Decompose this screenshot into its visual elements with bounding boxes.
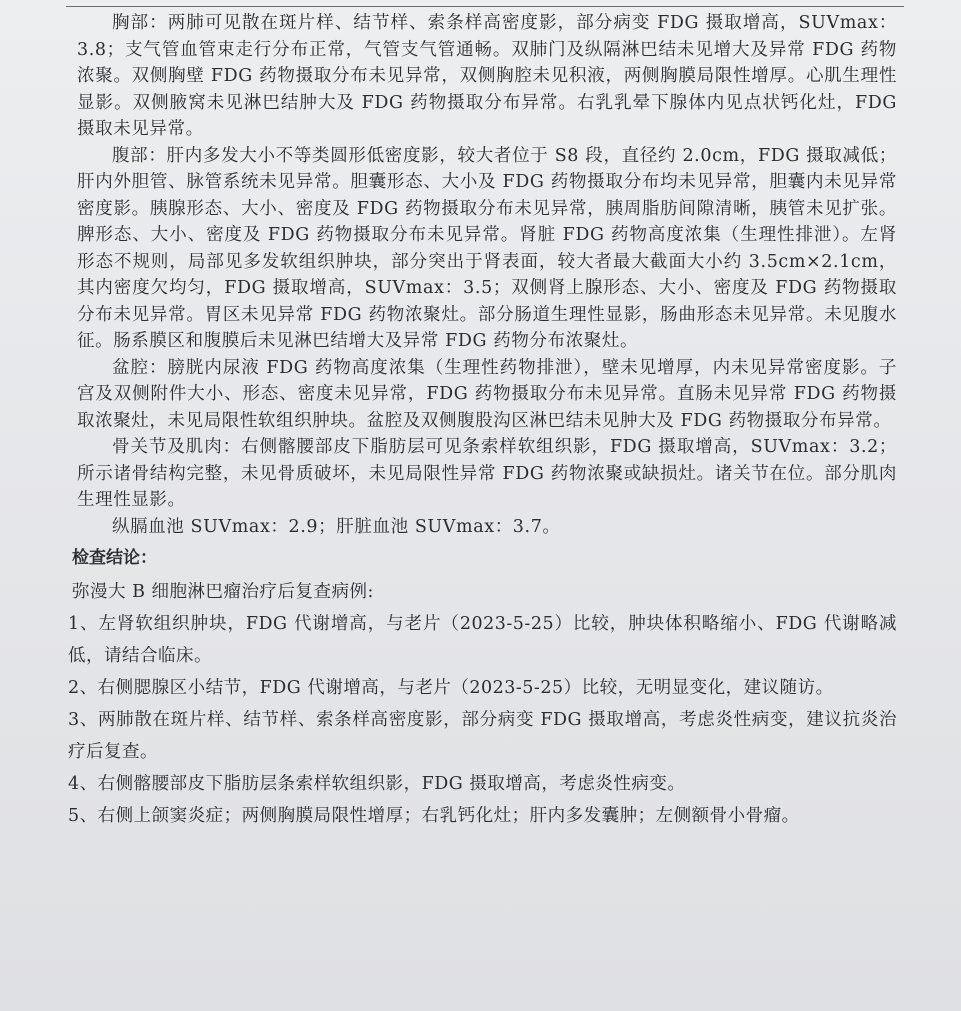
- conclusion-item-4: 4、右侧髂腰部皮下脂肪层条索样软组织影，FDG 摄取增高，考虑炎性病变。: [68, 774, 686, 794]
- conclusion-title: 检查结论：: [72, 548, 157, 568]
- findings-chest: 胸部：两肺可见散在斑片样、结节样、索条样高密度影，部分病变 FDG 摄取增高，SUVmax：3.8；支气管血管束走行分布正常，气管支气管通畅。双肺门及纵隔淋巴结未见增大及异常 FDG 药物浓聚。双侧胸壁 FDG 药物摄取分布未见异常，双侧胸腔未见积液，两侧胸膜局限性增厚。心肌生理性显影。双侧腋窝未见淋巴结肿大及 FDG 药物摄取分布异常。右乳乳晕下腺体内见点状钙化灶，FDG 摄取未见异常。: [77, 13, 897, 139]
- conclusion-item-5: 5、右侧上颌窦炎症；两侧胸膜局限性增厚；右乳钙化灶；肝内多发囊肿；左侧额骨小骨瘤。: [68, 806, 800, 826]
- findings-abdomen: 腹部：肝内多发大小不等类圆形低密度影，较大者位于 S8 段，直径约 2.0cm，FDG 摄取减低；肝内外胆管、脉管系统未见异常。胆囊形态、大小及 FDG 药物摄取分布均未见异常，胆囊内未见异常密度影。胰腺形态、大小、密度及 FDG 药物摄取分布未见异常，胰周脂肪间隙清晰，胰管未见扩张。脾形态、大小、密度及 FDG 药物摄取分布未见异常。肾脏 FDG 药物高度浓集（生理性排泄）。左肾形态不规则，局部见多发软组织肿块，部分突出于肾表面，较大者最大截面大小约 3.5cm×2.1cm，其内密度欠均匀，FDG 摄取增高，SUVmax：3.5；双侧肾上腺形态、大小、密度及 FDG 药物摄取分布未见异常。胃区未见异常 FDG 药物浓聚灶。部分肠道生理性显影，肠曲形态未见异常。未见腹水征。肠系膜区和腹膜后未见淋巴结增大及异常 FDG 药物分布浓聚灶。: [77, 145, 897, 351]
- conclusion-intro: 弥漫大 B 细胞淋巴瘤治疗后复查病例:: [72, 582, 374, 602]
- conclusion-item-1: 1、左肾软组织肿块，FDG 代谢增高，与老片（2023-5-25）比较，肿块体积略缩小、FDG 代谢略减低，请结合临床。: [68, 614, 897, 666]
- conclusion-list: [68, 608, 897, 832]
- findings-pelvis: 盆腔：膀胱内尿液 FDG 药物高度浓集（生理性药物排泄），壁未见增厚，内未见异常密度影。子宫及双侧附件大小、形态、密度未见异常，FDG 药物摄取分布未见异常。直肠未见异常 FDG 药物摄取浓聚灶，未见局限性软组织肿块。盆腔及双侧腹股沟区淋巴结未见肿大及 FDG 药物摄取分布异常。: [77, 357, 897, 431]
- conclusion-item-2: 2、右侧腮腺区小结节，FDG 代谢增高，与老片（2023-5-25）比较，无明显变化，建议随访。: [68, 678, 834, 698]
- conclusion-item-3: 3、两肺散在斑片样、结节样、索条样高密度影，部分病变 FDG 摄取增高，考虑炎性病变，建议抗炎治疗后复查。: [68, 710, 897, 762]
- top-rule: [66, 6, 904, 7]
- report-page: [0, 10, 961, 832]
- findings-bone-muscle: 骨关节及肌肉：右侧髂腰部皮下脂肪层可见条索样软组织影，FDG 摄取增高，SUVmax：3.2；所示诸骨结构完整，未见骨质破坏，未见局限性异常 FDG 药物浓聚或缺损灶。诸关节在位。部分肌肉生理性显影。: [77, 437, 897, 510]
- findings-blood-pool: 纵膈血池 SUVmax：2.9；肝脏血池 SUVmax：3.7。: [112, 516, 561, 537]
